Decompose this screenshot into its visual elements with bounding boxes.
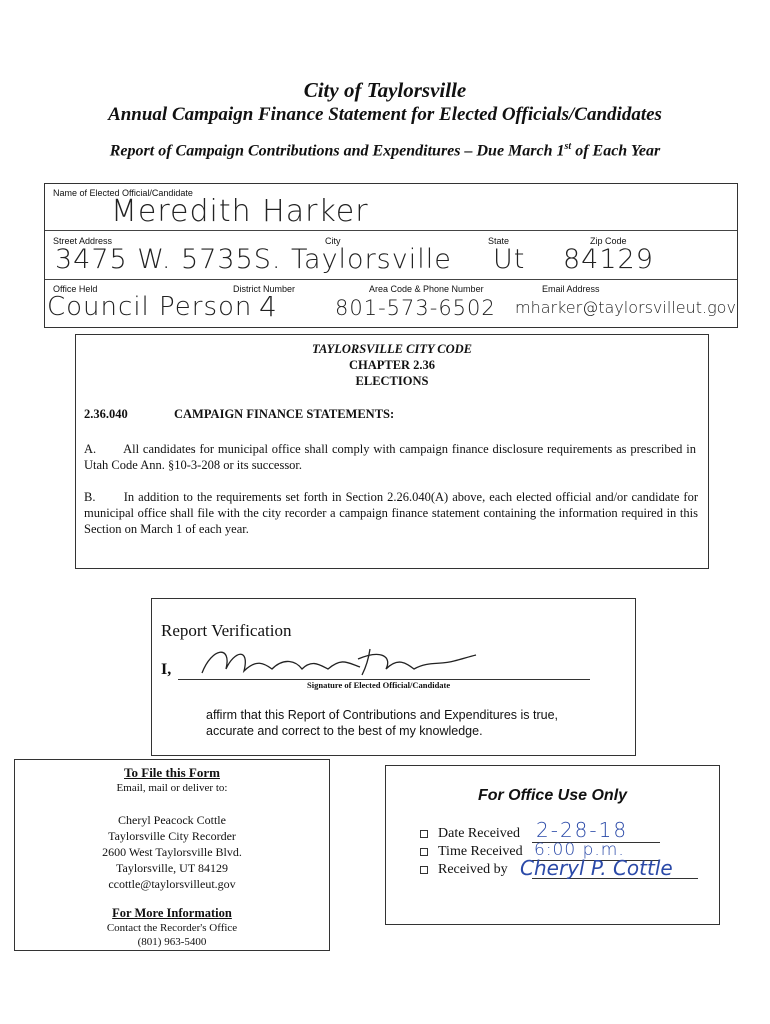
city-code-box — [75, 334, 709, 569]
recorder-name: Cheryl Peacock Cottle — [118, 813, 226, 827]
time-checkbox[interactable] — [420, 848, 428, 856]
code-elections: ELECTIONS — [355, 374, 429, 388]
section-title: CAMPAIGN FINANCE STATEMENTS: — [174, 407, 395, 421]
received-by-value[interactable]: Cheryl P. Cottle — [520, 856, 673, 880]
district-label: District Number — [233, 284, 296, 294]
email-field[interactable]: mharker@taylorsvilleut.gov — [515, 298, 736, 317]
more-info-heading: For More Information — [112, 906, 232, 920]
signature-image — [192, 639, 482, 681]
office-use-box — [385, 765, 720, 925]
address-line-1: 2600 West Taylorsville Blvd. — [102, 845, 242, 859]
signature-caption: Signature of Elected Official/Candidate — [307, 680, 451, 690]
date-checkbox[interactable] — [420, 830, 428, 838]
office-use-heading: For Office Use Only — [477, 787, 628, 804]
statement-title: Annual Campaign Finance Statement for Elected Officials/Candidates — [108, 104, 662, 125]
time-received-value[interactable]: 6:00 p.m. — [534, 840, 625, 860]
name-label: Name of Elected Official/Candidate — [53, 188, 193, 198]
paragraph-a: A. All candidates for municipal office shall comply with campaign finance disclosure requirements as prescribed in Utah Code Ann. §10-3-208 or its successor. — [84, 442, 696, 472]
district-field[interactable]: 4 — [259, 290, 278, 323]
document-title: City of Taylorsville — [303, 78, 467, 102]
address-line-2: Taylorsville, UT 84129 — [116, 861, 228, 875]
code-chapter: CHAPTER 2.36 — [348, 358, 436, 372]
street-field[interactable]: 3475 W. 5735S. — [55, 244, 282, 275]
verification-title: Report Verification — [161, 621, 292, 640]
affirm-text: affirm that this Report of Contributions and Expenditures is true, accurate and correct to the best of my knowledge. — [206, 708, 559, 738]
name-field[interactable]: Meredith Harker — [111, 194, 369, 229]
zip-label: Zip Code — [590, 236, 627, 246]
received-by-checkbox[interactable] — [420, 866, 428, 874]
phone-label: Area Code & Phone Number — [369, 284, 484, 294]
street-label: Street Address — [53, 236, 113, 246]
contact-text: Contact the Recorder's Office — [106, 922, 238, 934]
state-field[interactable]: Ut — [493, 244, 526, 275]
zip-field[interactable]: 84129 — [563, 244, 654, 275]
i-label: I, — [161, 661, 172, 678]
to-file-heading: To File this Form — [124, 765, 220, 780]
recorder-title: Taylorsville City Recorder — [108, 829, 236, 843]
office-field[interactable]: Council Person — [47, 292, 253, 322]
to-file-box — [14, 759, 330, 951]
recorder-email[interactable]: ccottle@taylorsvilleut.gov — [108, 877, 236, 891]
received-by-row: Received by — [420, 862, 508, 878]
candidate-info-form — [44, 183, 738, 328]
section-number: 2.36.040 — [84, 407, 128, 421]
email-label: Email Address — [542, 284, 600, 294]
state-label: State — [488, 236, 510, 246]
report-subtitle: Report of Campaign Contributions and Expenditures – Due March 1st of Each Year — [109, 141, 661, 160]
date-received-row: Date Received — [420, 826, 520, 842]
city-field[interactable]: Taylorsville — [291, 244, 452, 275]
office-label: Office Held — [53, 284, 98, 294]
to-file-subheading: Email, mail or deliver to: — [116, 782, 228, 794]
contact-phone: (801) 963-5400 — [137, 936, 207, 948]
phone-field[interactable]: 801-573-6502 — [335, 296, 496, 320]
city-label: City — [325, 236, 341, 246]
date-received-value[interactable]: 2-28-18 — [536, 818, 629, 842]
report-verification-box — [151, 598, 636, 756]
paragraph-b: B. In addition to the requirements set forth in Section 2.26.040(A) above, each elected official and/or candidate for municipal office shall file with the city recorder a campaign finance statement containing the information required in this Section on March 1 of each year. — [84, 490, 698, 536]
time-received-row: Time Received — [420, 844, 523, 860]
code-title: TAYLORSVILLE CITY CODE — [312, 342, 472, 356]
